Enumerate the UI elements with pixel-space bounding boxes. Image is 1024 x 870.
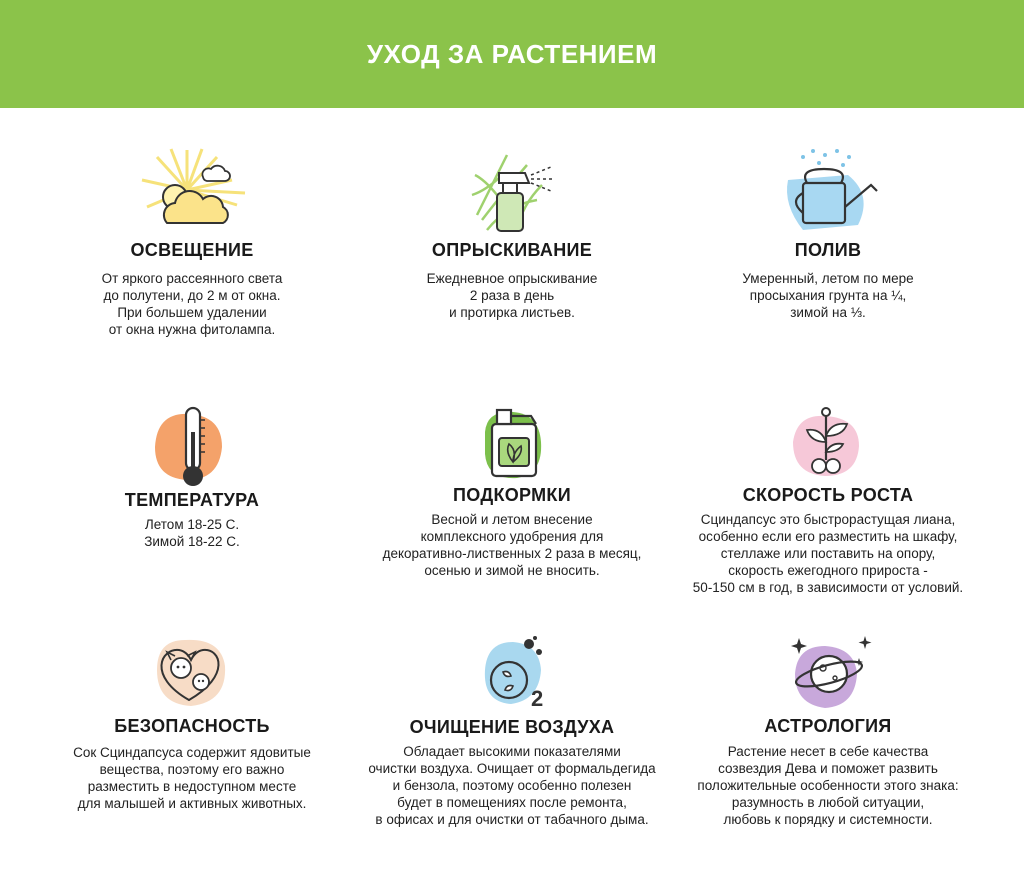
page-title: УХОД ЗА РАСТЕНИЕМ	[366, 38, 658, 69]
card-description: От яркого рассеянного света до полутени, до 2 м от окна. При большем удалении от окна нужна фитолампа.	[101, 271, 283, 337]
card-title: ПОДКОРМКИ	[453, 485, 571, 505]
fertilizer-canister-icon	[447, 402, 577, 492]
card-description: Сок Сциндапсуса содержит ядовитые вещества, поэтому его важно разместить в недоступном месте для малышей и активных животных.	[73, 745, 311, 811]
sun-cloud-icon	[127, 145, 257, 235]
card-astrology	[658, 628, 998, 838]
card-description: Летом 18-25 С. Зимой 18-22 С.	[144, 517, 240, 549]
sprout-growth-icon	[763, 402, 893, 492]
card-description: Умеренный, летом по мере просыхания грунта на ¼, зимой на ⅓.	[742, 271, 914, 320]
card-spraying	[342, 140, 682, 350]
card-title: ОСВЕЩЕНИЕ	[130, 240, 254, 260]
card-growth-rate	[658, 400, 998, 600]
card-feeding	[342, 400, 682, 590]
card-description: Обладает высокими показателями очистки воздуха. Очищает от формальдегида и бензола, поэтому особенно полезен будет в помещениях после ремонта, в офисах и для очистки от табачного дыма.	[368, 744, 656, 827]
card-description: Весной и летом внесение комплексного удобрения для декоративно-лиственных 2 раза в месяц, осенью и зимой не вносить.	[382, 512, 642, 578]
card-title: ПОЛИВ	[794, 240, 862, 260]
thermometer-icon	[127, 402, 257, 492]
svg-text:2: 2	[531, 686, 544, 711]
card-description: Сциндапсус это быстрорастущая лиана, особенно если его разместить на шкафу, стеллаже или поставить на опору, скорость ежегодного прироста - 50-150 см в год, в зависимости от условий.	[692, 512, 964, 595]
card-temperature	[22, 400, 362, 560]
planet-astrology-icon	[763, 630, 893, 720]
watering-can-icon	[763, 145, 893, 235]
card-title: ОПРЫСКИВАНИЕ	[431, 240, 593, 260]
card-title: БЕЗОПАСНОСТЬ	[114, 716, 270, 736]
card-lighting	[22, 140, 362, 350]
card-title: ОЧИЩЕНИЕ ВОЗДУХА	[409, 717, 615, 737]
spray-bottle-icon	[447, 145, 577, 235]
card-watering	[658, 140, 998, 350]
card-description: Ежедневное опрыскивание 2 раза в день и протирка листьев.	[426, 271, 598, 320]
card-description: Растение несет в себе качества созвездия Дева и поможет развить положительные особенности этого знака: разумность в любой ситуации, любовь к порядку и системности.	[697, 744, 959, 827]
card-title: ТЕМПЕРАТУРА	[124, 490, 260, 510]
pet-safety-icon	[127, 630, 257, 720]
card-safety	[22, 628, 362, 828]
header-banner	[0, 0, 1024, 108]
card-title: СКОРОСТЬ РОСТА	[742, 485, 914, 505]
air-purification-icon	[447, 630, 577, 720]
card-air-purification	[342, 628, 682, 838]
card-title: АСТРОЛОГИЯ	[764, 716, 892, 736]
